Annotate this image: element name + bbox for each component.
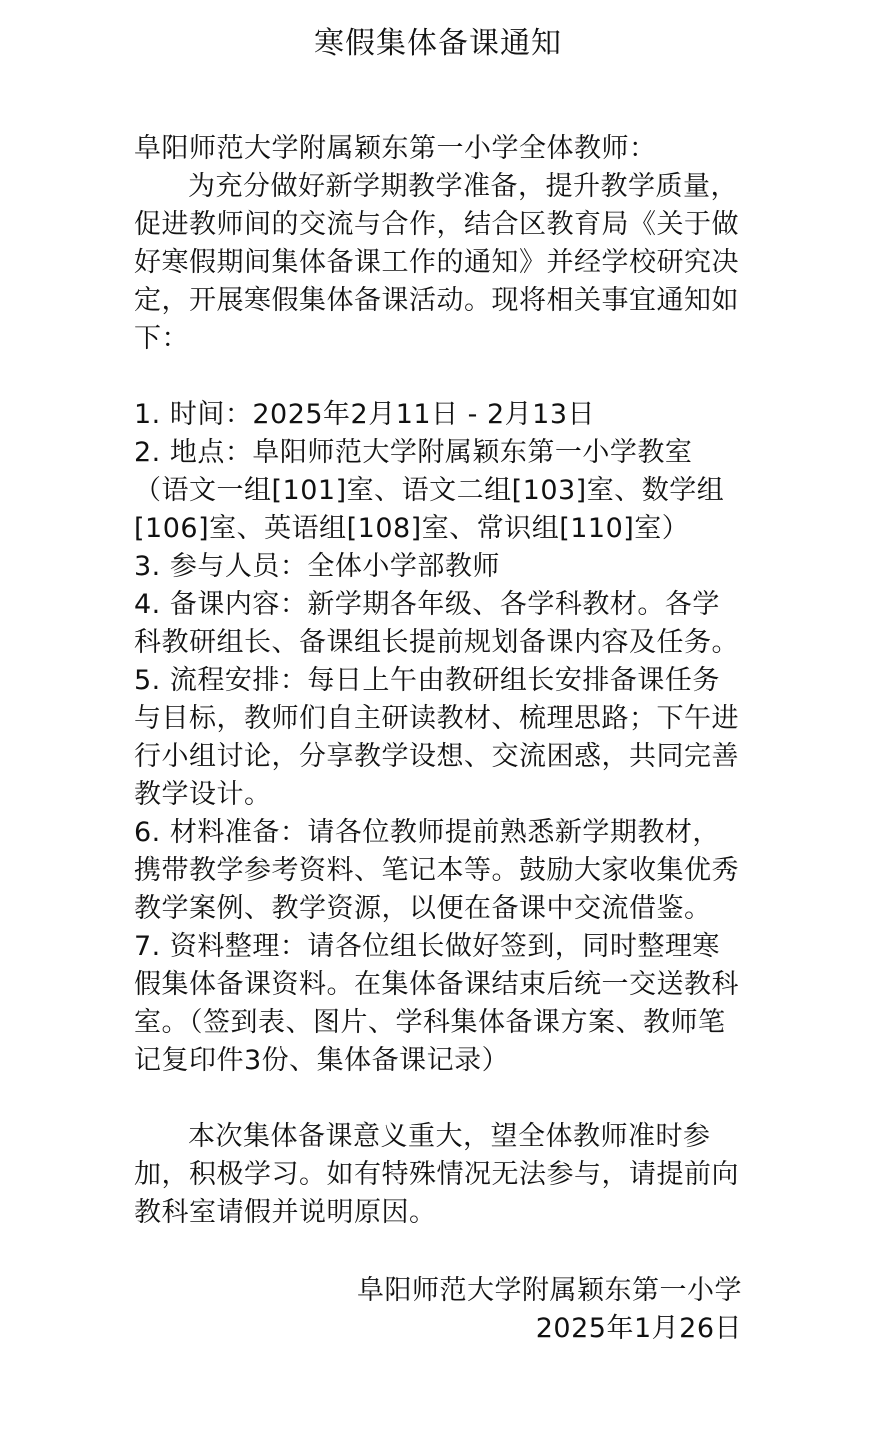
signature-date: 2025年1月26日	[535, 1313, 742, 1344]
signature-block	[134, 1272, 742, 1348]
item-schedule: 5. 流程安排：每日上午由教研组长安排备课任务与目标，教师们自主研读教材、梳理思路；下午进行小组讨论，分享教学设想、交流困惑，共同完善教学设计。	[134, 665, 739, 810]
item-documentation: 7. 资料整理：请各位组长做好签到，同时整理寒假集体备课资料。在集体备课结束后统一交送教科室。（签到表、图片、学科集体备课方案、教师笔记复印件3份、集体备课记录）	[134, 931, 739, 1076]
spacer	[134, 358, 742, 396]
item-rooms: （语文一组[101]室、语文二组[103]室、数学组[106]室、英语组[108]室、常识组[110]室）	[134, 475, 725, 544]
item-materials: 6. 材料准备：请各位教师提前熟悉新学期教材，携带教学参考资料、笔记本等。鼓励大家收集优秀教学案例、教学资源，以便在备课中交流借鉴。	[134, 817, 739, 924]
item-participants: 3. 参与人员：全体小学部教师	[134, 551, 500, 582]
salutation: 阜阳师范大学附属颖东第一小学全体教师：	[134, 133, 657, 164]
closing-paragraph: 本次集体备课意义重大，望全体教师准时参加，积极学习。如有特殊情况无法参与，请提前向教科室请假并说明原因。	[134, 1121, 739, 1228]
item-location: 2. 地点：阜阳师范大学附属颖东第一小学教室	[134, 437, 693, 468]
spacer	[134, 1080, 742, 1118]
item-content: 4. 备课内容：新学期各年级、各学科教材。各学科教研组长、备课组长提前规划备课内容及任务。	[134, 589, 739, 658]
signature-org: 阜阳师范大学附属颖东第一小学	[357, 1275, 742, 1306]
notice-body	[134, 130, 742, 1348]
intro-paragraph: 为充分做好新学期教学准备，提升教学质量，促进教师间的交流与合作，结合区教育局《关于做好寒假期间集体备课工作的通知》并经学校研究决定，开展寒假集体备课活动。现将相关事宜通知如下：	[134, 171, 739, 354]
page-title: 寒假集体备课通知	[314, 26, 562, 61]
item-time: 1. 时间：2025年2月11日 - 2月13日	[134, 399, 596, 430]
